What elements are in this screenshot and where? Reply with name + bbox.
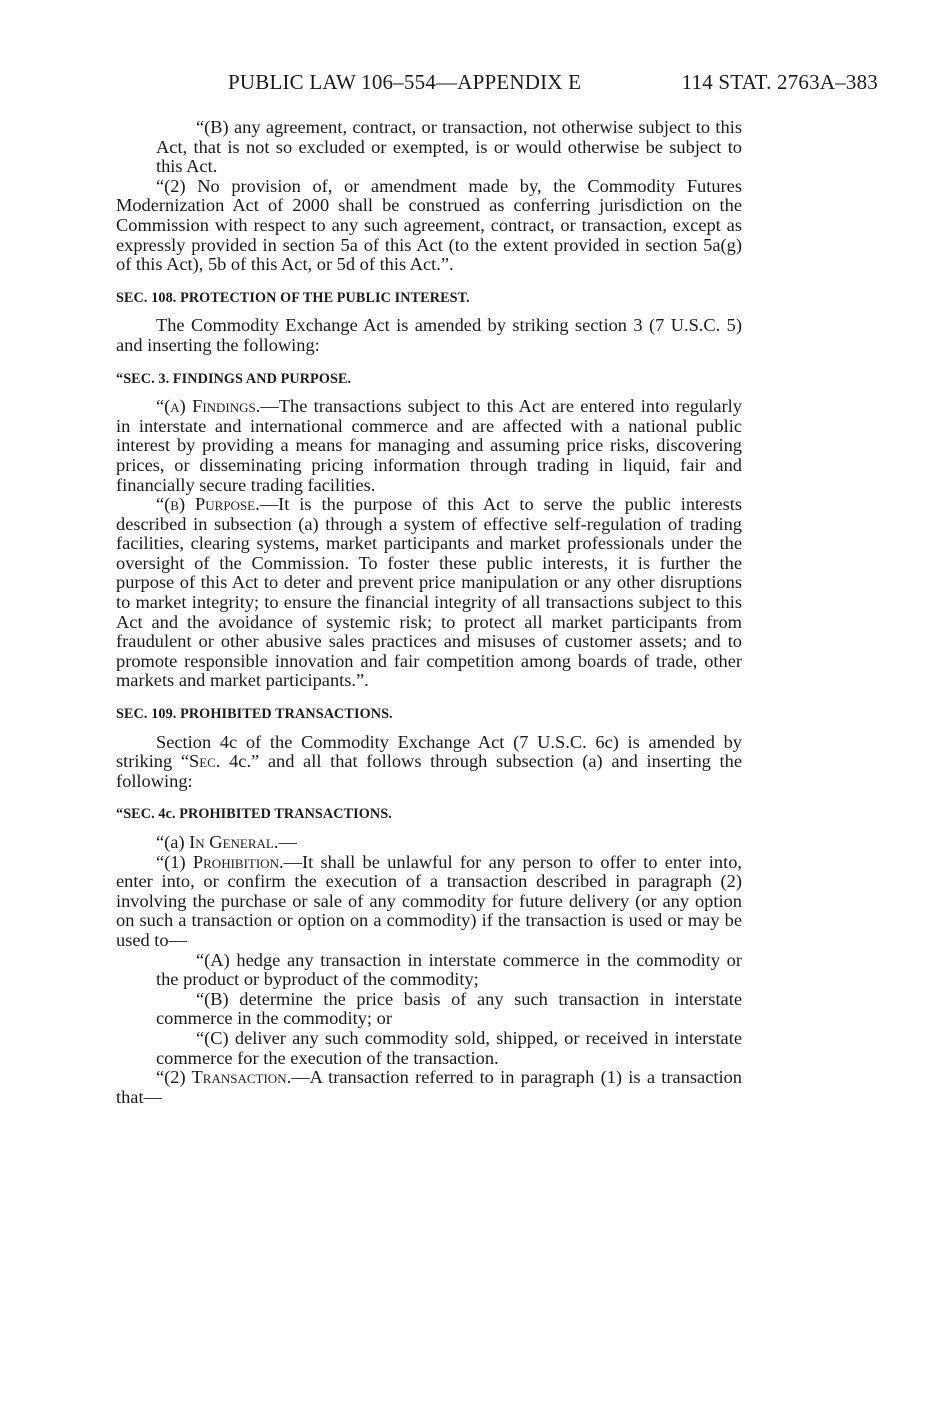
paragraph-2-transaction bbox=[116, 1068, 742, 1107]
paragraph-b-purpose bbox=[116, 495, 742, 691]
section-108-heading: SEC. 108. PROTECTION OF THE PUBLIC INTEREST. bbox=[116, 289, 470, 306]
paragraph-c-deliver: “(C) deliver any such commodity sold, shipped, or received in interstate commerce for the execution of the transaction. bbox=[156, 1027, 742, 1068]
paragraph-amendment-108: The Commodity Exchange Act is amended by striking section 3 (7 U.S.C. 5) and inserting the following: bbox=[116, 315, 742, 355]
amendment-109-text-a: Section 4c of the Commodity Exchange Act (7 U.S.C. 6c) is amended by striking “ bbox=[116, 731, 742, 772]
page-body bbox=[116, 118, 742, 1107]
findings-label: “(a) Findings. bbox=[156, 396, 261, 417]
purpose-label: “(b) Purpose. bbox=[156, 494, 260, 515]
section-109-heading: SEC. 109. PROHIBITED TRANSACTIONS. bbox=[116, 706, 393, 723]
paragraph-amendment-109 bbox=[116, 733, 742, 792]
paragraph-a-hedge: “(A) hedge any transaction in interstate commerce in the commodity or the product or byproduct of the commodity; bbox=[156, 949, 742, 990]
section-3-heading: “SEC. 3. FINDINGS AND PURPOSE. bbox=[116, 370, 352, 387]
purpose-text: —It is the purpose of this Act to serve the public interests described in subsection (a) through a system of effective self-regulation of trading facilities, clearing systems, market participants and market professionals under the oversight of the Commission. To foster these public interests, it is further the purpose of this Act to deter and prevent price manipulation or any other disruptions to market integrity; to ensure the financial integrity of all transactions subject to this Act and the avoidance of systemic risk; to protect all market participants from fraudulent or other abusive sales practices and misuses of customer assets; and to promote responsible innovation and fair competition among boards of trade, other markets and market participants.”. bbox=[116, 494, 743, 691]
prohibition-text: —It shall be unlawful for any person to offer to enter into, enter into, or confirm the execution of a transaction described in paragraph (2) involving the purchase or sale of any commodity for future delivery (or any option on such a transaction or option on a commodity) if the transaction is used or may be used to— bbox=[116, 851, 742, 950]
in-general-prefix: “(a) bbox=[156, 832, 190, 852]
transaction-text: —A transaction referred to in paragraph (1) is a transaction that— bbox=[116, 1067, 742, 1107]
running-header bbox=[228, 70, 878, 98]
paragraph-1-prohibition bbox=[116, 853, 742, 951]
in-general-label: In General bbox=[189, 832, 274, 852]
amendment-109-sec: Sec bbox=[189, 751, 216, 772]
paragraph-b-determine: “(B) determine the price basis of any such transaction in interstate commerce in the commodity; or bbox=[156, 988, 742, 1029]
header-title: PUBLIC LAW 106–554—APPENDIX E bbox=[228, 70, 582, 94]
findings-text: —The transactions subject to this Act are entered into regularly in interstate and international commerce and are affected with a national public interest by providing a means for managing and assuming price risks, discovering prices, or disseminating pricing information through trading in liquid, fair and financially secure trading facilities. bbox=[116, 396, 742, 495]
section-4c-heading: “SEC. 4c. PROHIBITED TRANSACTIONS. bbox=[116, 806, 392, 823]
paragraph-b-agreement: “(B) any agreement, contract, or transaction, not otherwise subject to this Act, that is not so excluded or exempted, is or would otherwise be subject to this Act. bbox=[156, 117, 742, 177]
paragraph-a-in-general bbox=[116, 833, 742, 853]
prohibition-label: “(1) Prohibition. bbox=[156, 851, 284, 872]
in-general-suffix: .— bbox=[273, 832, 297, 852]
paragraph-2-no-provision: “(2) No provision of, or amendment made by, the Commodity Futures Modernization Act of 2000 shall be construed as conferring jurisdiction on the Commission with respect to any such agreement, contract, or transaction, except as expressly provided in section 5a of this Act (to the extent provided in section 5a(g) of this Act), 5b of this Act, or 5d of this Act.”. bbox=[116, 175, 742, 275]
header-stat-citation: 114 STAT. 2763A–383 bbox=[681, 70, 878, 94]
amendment-109-text-b: . 4c.” and all that follows through subsection (a) and inserting the following: bbox=[116, 751, 742, 791]
transaction-label: “(2) Transaction. bbox=[156, 1067, 292, 1088]
paragraph-a-findings bbox=[116, 397, 742, 495]
